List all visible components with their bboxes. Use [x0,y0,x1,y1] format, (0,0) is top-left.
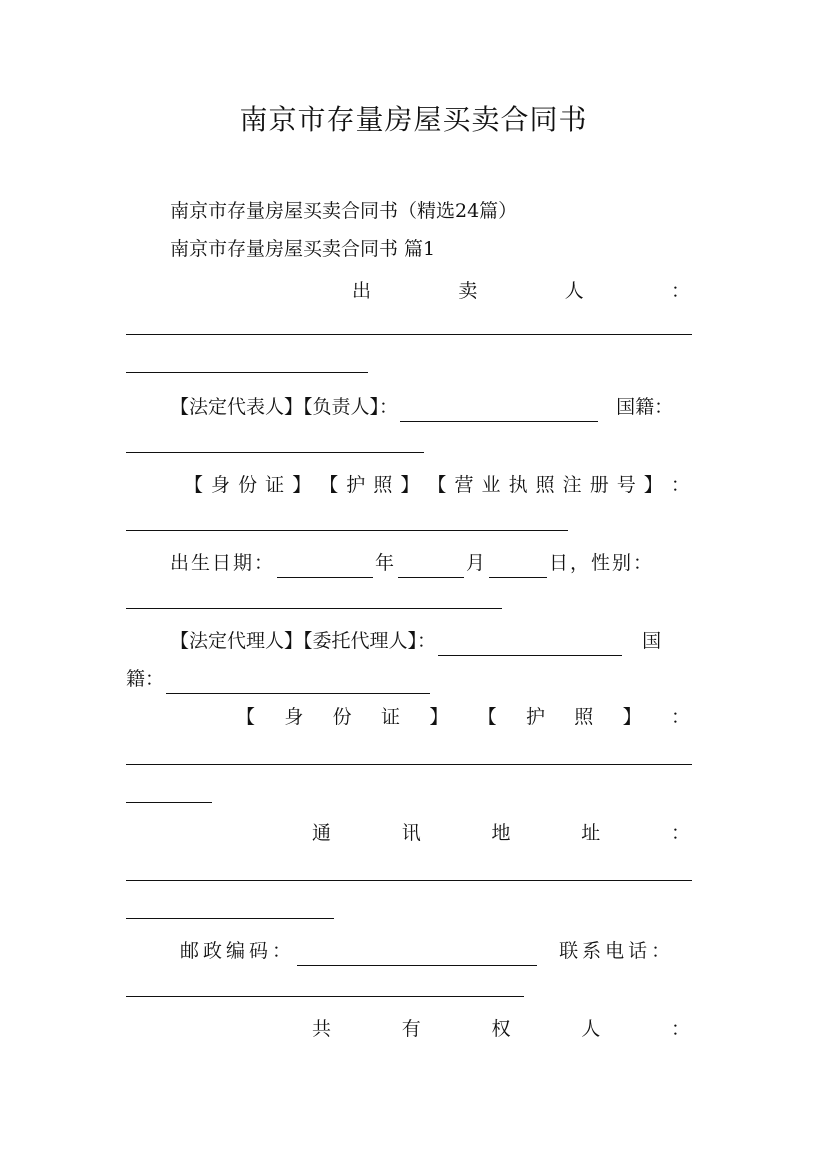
phone-label: 联系电话： [559,940,675,962]
postcode-phone-row [180,936,690,966]
id-char: 营 [454,474,474,496]
agent-id-char: ： [670,706,690,728]
agent-id-char: 护 [525,706,545,728]
id-char: 【 [427,474,447,496]
seller-birth-row [126,548,736,578]
birth-year-blank[interactable] [277,555,373,578]
id-char: 册 [589,474,609,496]
postcode-label: 邮政编码： [180,940,296,962]
address-char: 址 [581,822,601,844]
seller-rep-label: 【法定代表人】【负责人】： [170,396,399,418]
id-char: 】 [292,474,312,496]
birth-label: 出生日期： [170,552,276,574]
seller-agent-row [126,626,736,656]
agent-id-char: 照 [574,706,594,728]
coowner-label-row [312,1014,690,1044]
phone-blank[interactable] [126,996,524,997]
agent-id-label-row [236,702,690,732]
agent-id-blank-cont[interactable] [126,802,212,803]
birth-month-blank[interactable] [398,555,464,578]
agent-id-char: 【 [477,706,497,728]
address-char: 通 [312,822,332,844]
section-heading: 南京市存量房屋买卖合同书 篇1 [170,238,436,260]
id-char: ： [670,474,690,496]
seller-id-blank[interactable] [126,530,568,531]
seller-name-blank[interactable] [126,334,692,335]
seller-label-row [352,276,690,306]
agent-nationality-blank[interactable] [166,671,430,694]
seller-nationality-blank[interactable] [126,452,424,453]
agent-nationality-label-b: 籍： [126,668,165,690]
id-char: 业 [481,474,501,496]
coowner-char: ： [670,1018,690,1040]
id-char: 证 [265,474,285,496]
month-label: 月 [466,552,488,574]
id-char: 】 [400,474,420,496]
day-gender-label: 日，性别： [549,552,655,574]
coowner-char: 人 [581,1018,601,1040]
agent-label: 【法定代理人】【委托代理人】： [170,630,437,652]
document-title: 南京市存量房屋买卖合同书 [239,103,588,136]
agent-id-blank[interactable] [126,764,692,765]
address-blank-cont[interactable] [126,918,334,919]
agent-nationality-label-a: 国 [642,630,662,652]
address-label-row [312,818,690,848]
id-char: 执 [508,474,528,496]
agent-id-char: 】 [622,706,642,728]
year-label: 年 [375,552,397,574]
agent-id-char: 身 [284,706,304,728]
address-blank[interactable] [126,880,692,881]
address-char: ： [670,822,690,844]
address-char: 地 [491,822,511,844]
seller-char: ： [670,280,690,302]
seller-gender-blank[interactable] [126,608,502,609]
agent-id-char: 份 [332,706,352,728]
id-char: 】 [643,474,663,496]
seller-name-blank-cont[interactable] [126,372,368,373]
id-char: 份 [238,474,258,496]
postcode-blank[interactable] [297,943,537,966]
seller-rep-row [126,392,736,422]
agent-id-char: 【 [236,706,256,728]
agent-name-blank[interactable] [438,633,622,656]
id-char: 护 [346,474,366,496]
seller-id-label-row [184,470,690,500]
id-char: 注 [562,474,582,496]
agent-id-char: 】 [429,706,449,728]
seller-char: 卖 [458,280,478,302]
seller-char: 出 [352,280,372,302]
id-char: 【 [184,474,204,496]
birth-day-blank[interactable] [489,555,547,578]
coowner-char: 权 [491,1018,511,1040]
agent-nationality-row [126,664,692,694]
id-char: 身 [211,474,231,496]
id-char: 照 [373,474,393,496]
seller-nationality-label: 国籍： [616,396,674,418]
address-char: 讯 [401,822,421,844]
seller-rep-blank[interactable] [400,399,598,422]
id-char: 号 [616,474,636,496]
coowner-char: 有 [401,1018,421,1040]
id-char: 【 [319,474,339,496]
seller-char: 人 [564,280,584,302]
coowner-char: 共 [312,1018,332,1040]
document-subtitle: 南京市存量房屋买卖合同书（精选24篇） [170,200,518,222]
id-char: 照 [535,474,555,496]
agent-id-char: 证 [380,706,400,728]
